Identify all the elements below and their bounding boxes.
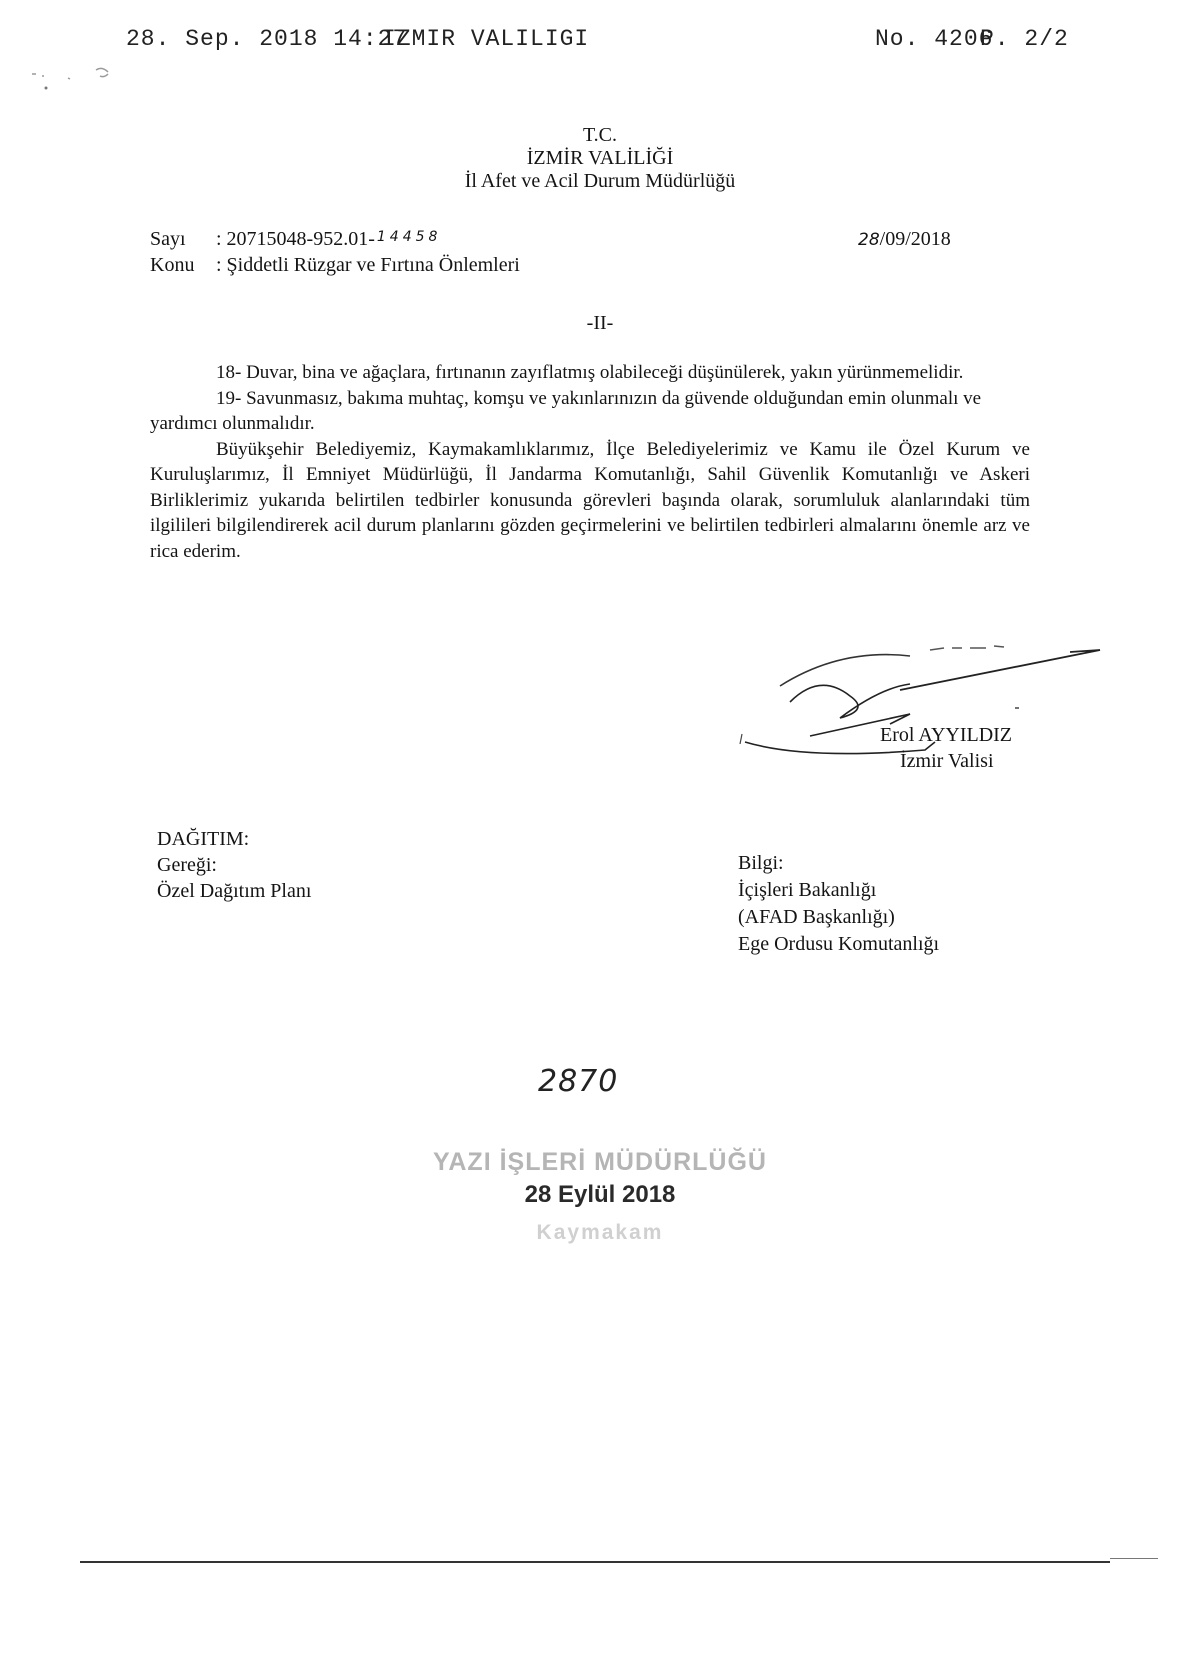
fax-number: No. 4206: [875, 26, 994, 52]
stamp-date: 28 Eylül 2018: [524, 1181, 676, 1208]
sayi-value: [216, 228, 441, 251]
bilgi-item: Ege Ordusu Komutanlığı: [738, 933, 940, 955]
date-day-handwritten: 28: [858, 230, 880, 250]
letter-body: [150, 360, 1030, 564]
signatory-title: İzmir Valisi: [900, 750, 994, 772]
distribution-right: [738, 850, 939, 958]
handwritten-number: 2870: [538, 1064, 619, 1099]
sayi-label: Sayı: [150, 228, 186, 250]
fax-page: P. 2/2: [980, 26, 1069, 52]
bilgi-item: İçişleri Bakanlığı: [738, 879, 877, 901]
gereği-item: Özel Dağıtım Planı: [157, 880, 312, 902]
stamp-title: Kaymakam: [536, 1221, 664, 1244]
bilgi-label: Bilgi:: [738, 852, 784, 874]
document-date: [858, 228, 951, 251]
date-printed: /09/2018: [879, 228, 951, 250]
distribution-heading: DAĞITIM:: [157, 828, 250, 850]
letterhead-tc: T.C.: [582, 124, 618, 146]
received-stamp: [380, 1148, 820, 1245]
page-marker: -II-: [586, 312, 614, 334]
signatory-name: Erol AYYILDIZ: [880, 724, 1013, 746]
sayi-printed: : 20715048-952.01-: [216, 228, 375, 250]
sayi-handwritten: 14458: [376, 229, 442, 245]
closing-paragraph: Büyükşehir Belediyemiz, Kaymakamlıklarımız, İlçe Belediyelerimiz ve Kamu ile Özel Kurum ve Kuruluşlarımız, İl Emniyet Müdürlüğü, İl Jandarma Komutanlığı, Sahil Güvenlik Komutanlığı ve Askeri Birliklerimiz yukarıda belirtilen tedbirler konusunda görevleri başında olarak, sorumluluk alanlarındaki tüm ilgilileri bilgilendirerek acil durum planlarını gözden geçirmelerini ve belirtilen tedbirleri almalarını önemle arz ve rica ederim.: [150, 438, 1030, 562]
stamp-office: YAZI İŞLERİ MÜDÜRLÜĞÜ: [433, 1148, 767, 1176]
gereği-label: Gereği:: [157, 854, 217, 876]
scan-edge-line: [1110, 1558, 1158, 1559]
scan-speck: [28, 60, 128, 100]
letterhead-department: İl Afet ve Acil Durum Müdürlüğü: [464, 170, 736, 192]
item-18: 18- Duvar, bina ve ağaçlara, fırtınanın zayıflatmış olabileceği düşünülerek, yakın yürünmemelidir.: [216, 362, 964, 383]
fax-sender: IZMIR VALILIGI: [382, 26, 590, 52]
scan-edge-line: [80, 1561, 1110, 1563]
item-19: 19- Savunmasız, bakıma muhtaç, komşu ve yakınlarınızın da güvende olduğundan emin olunmalı ve yardımcı olunmalıdır.: [150, 387, 982, 434]
konu-value: : Şiddetli Rüzgar ve Fırtına Önlemleri: [216, 254, 520, 276]
fax-datetime: 28. Sep. 2018 14:27: [126, 26, 408, 52]
bilgi-item: (AFAD Başkanlığı): [738, 906, 895, 928]
letterhead-governorship: İZMİR VALİLİĞİ: [526, 147, 674, 169]
konu-label: Konu: [150, 254, 195, 276]
distribution-left: [157, 826, 311, 904]
